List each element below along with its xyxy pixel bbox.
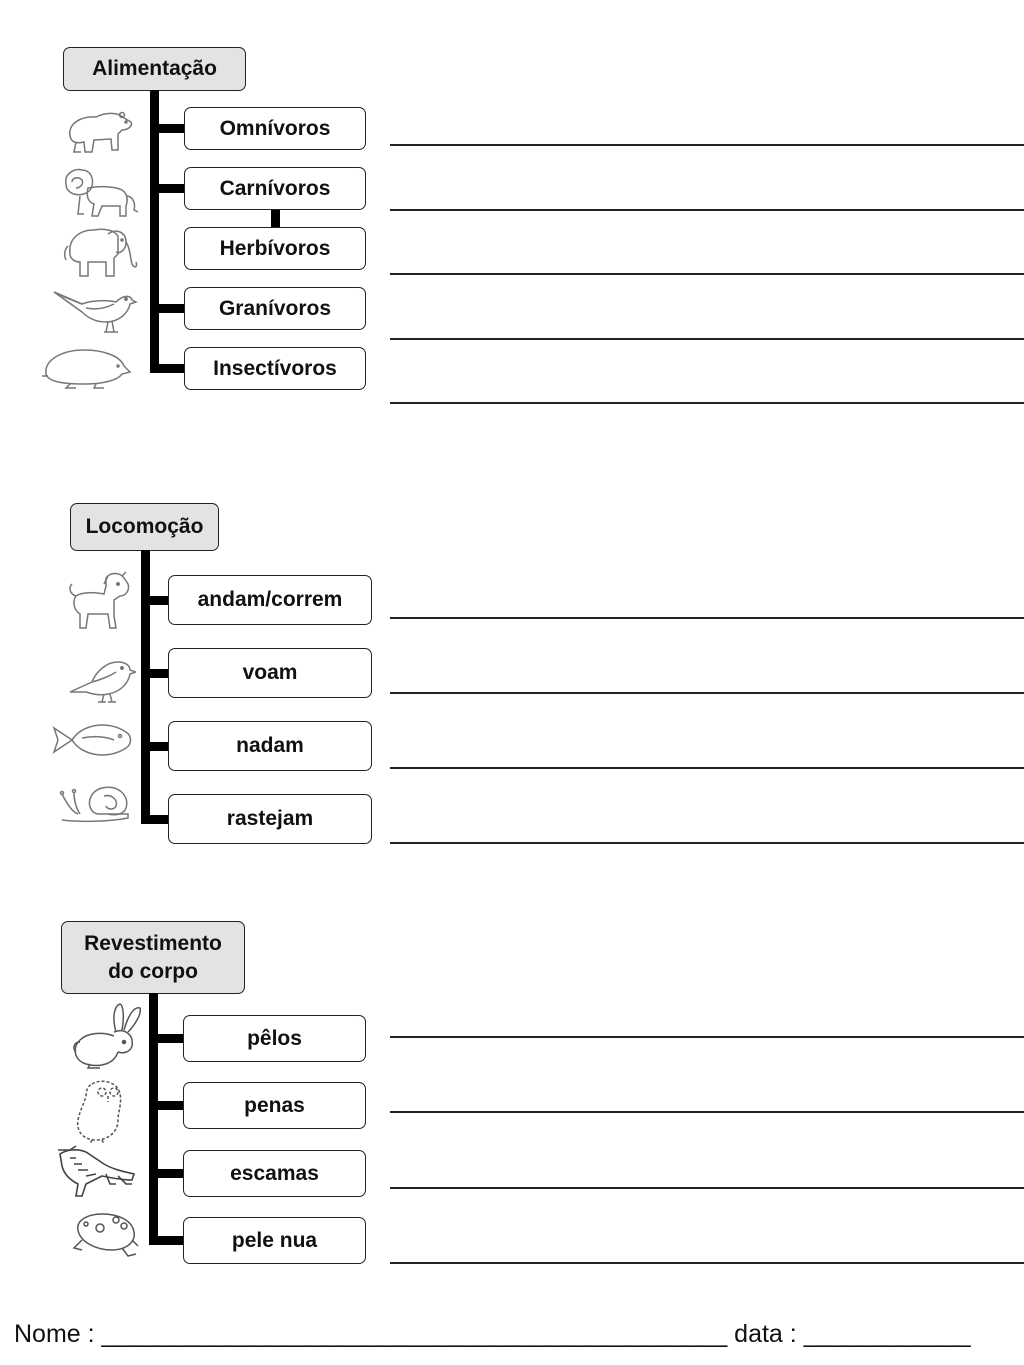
category-escamas — [183, 1150, 366, 1197]
tree-connector — [150, 124, 185, 133]
category-label: penas — [244, 1093, 305, 1117]
tree-connector — [149, 1101, 185, 1110]
elephant-icon — [60, 224, 140, 282]
snail-icon — [58, 782, 132, 826]
category-label: andam/correm — [197, 588, 343, 611]
category-label: Herbívoros — [219, 236, 331, 260]
category-label: pêlos — [247, 1026, 302, 1050]
category-herbivoros — [184, 227, 366, 270]
rabbit-icon — [70, 1002, 142, 1072]
tree-connector — [141, 669, 169, 678]
name-label: Nome : — [14, 1320, 95, 1348]
category-andam-correm — [168, 575, 372, 625]
answer-line[interactable] — [390, 1111, 1024, 1113]
section-title-text: do corpo — [108, 959, 198, 983]
answer-line[interactable] — [390, 1187, 1024, 1189]
answer-line[interactable] — [390, 273, 1024, 275]
category-pele-nua — [183, 1217, 366, 1264]
tree-connector — [150, 184, 185, 193]
tree-connector — [150, 364, 185, 373]
category-label: nadam — [236, 734, 304, 757]
fish-icon — [52, 718, 132, 762]
bear-icon — [62, 106, 134, 158]
category-label: voam — [242, 661, 298, 684]
category-label: Carnívoros — [219, 176, 331, 200]
category-penas — [183, 1082, 366, 1129]
tree-connector — [149, 1236, 185, 1245]
category-nadam — [168, 721, 372, 771]
footer-name-date — [14, 1320, 971, 1349]
dog-icon — [64, 570, 132, 634]
category-rastejam — [168, 794, 372, 844]
tree-connector — [141, 596, 169, 605]
tree-connector — [149, 1034, 185, 1043]
answer-line[interactable] — [390, 1262, 1024, 1264]
category-label: Granívoros — [218, 296, 332, 320]
tree-connector — [149, 1169, 185, 1178]
category-insectivoros — [184, 347, 366, 390]
category-label: rastejam — [226, 807, 314, 830]
answer-line[interactable] — [390, 842, 1024, 844]
crocodile-icon — [56, 1144, 136, 1198]
category-voam — [168, 648, 372, 698]
category-label: Omnívoros — [219, 116, 331, 140]
owl-icon — [72, 1078, 128, 1144]
category-carnivoros — [184, 167, 366, 210]
answer-line[interactable] — [390, 209, 1024, 211]
tree-connector — [149, 993, 158, 1245]
section-title-text: Revestimento — [84, 931, 222, 955]
answer-line[interactable] — [390, 617, 1024, 619]
category-pelos — [183, 1015, 366, 1062]
category-label: pele nua — [231, 1228, 318, 1252]
section-title-revestimento — [61, 921, 245, 994]
mole-icon — [40, 346, 132, 390]
name-field[interactable]: _____________________________________________ — [101, 1320, 728, 1348]
answer-line[interactable] — [390, 144, 1024, 146]
section-title-locomocao — [70, 503, 219, 551]
tree-connector — [141, 550, 150, 824]
tree-connector — [150, 304, 185, 313]
frog-icon — [72, 1210, 140, 1258]
answer-line[interactable] — [390, 338, 1024, 340]
lion-icon — [62, 166, 140, 220]
bird-icon — [66, 652, 136, 704]
tree-connector — [141, 815, 169, 824]
category-label: Insectívoros — [213, 356, 337, 380]
category-label: escamas — [230, 1161, 319, 1185]
date-label: data : — [734, 1320, 797, 1348]
bird-icon — [52, 286, 138, 336]
answer-line[interactable] — [390, 402, 1024, 404]
section-title-text: Locomoção — [85, 515, 204, 538]
answer-line[interactable] — [390, 767, 1024, 769]
tree-connector — [271, 208, 280, 228]
tree-connector — [141, 742, 169, 751]
date-field[interactable]: ____________ — [803, 1320, 971, 1348]
category-omnivoros — [184, 107, 366, 150]
section-title-text: Alimentação — [92, 57, 217, 80]
answer-line[interactable] — [390, 692, 1024, 694]
section-title-alimentacao — [63, 47, 246, 91]
answer-line[interactable] — [390, 1036, 1024, 1038]
category-granivoros — [184, 287, 366, 330]
